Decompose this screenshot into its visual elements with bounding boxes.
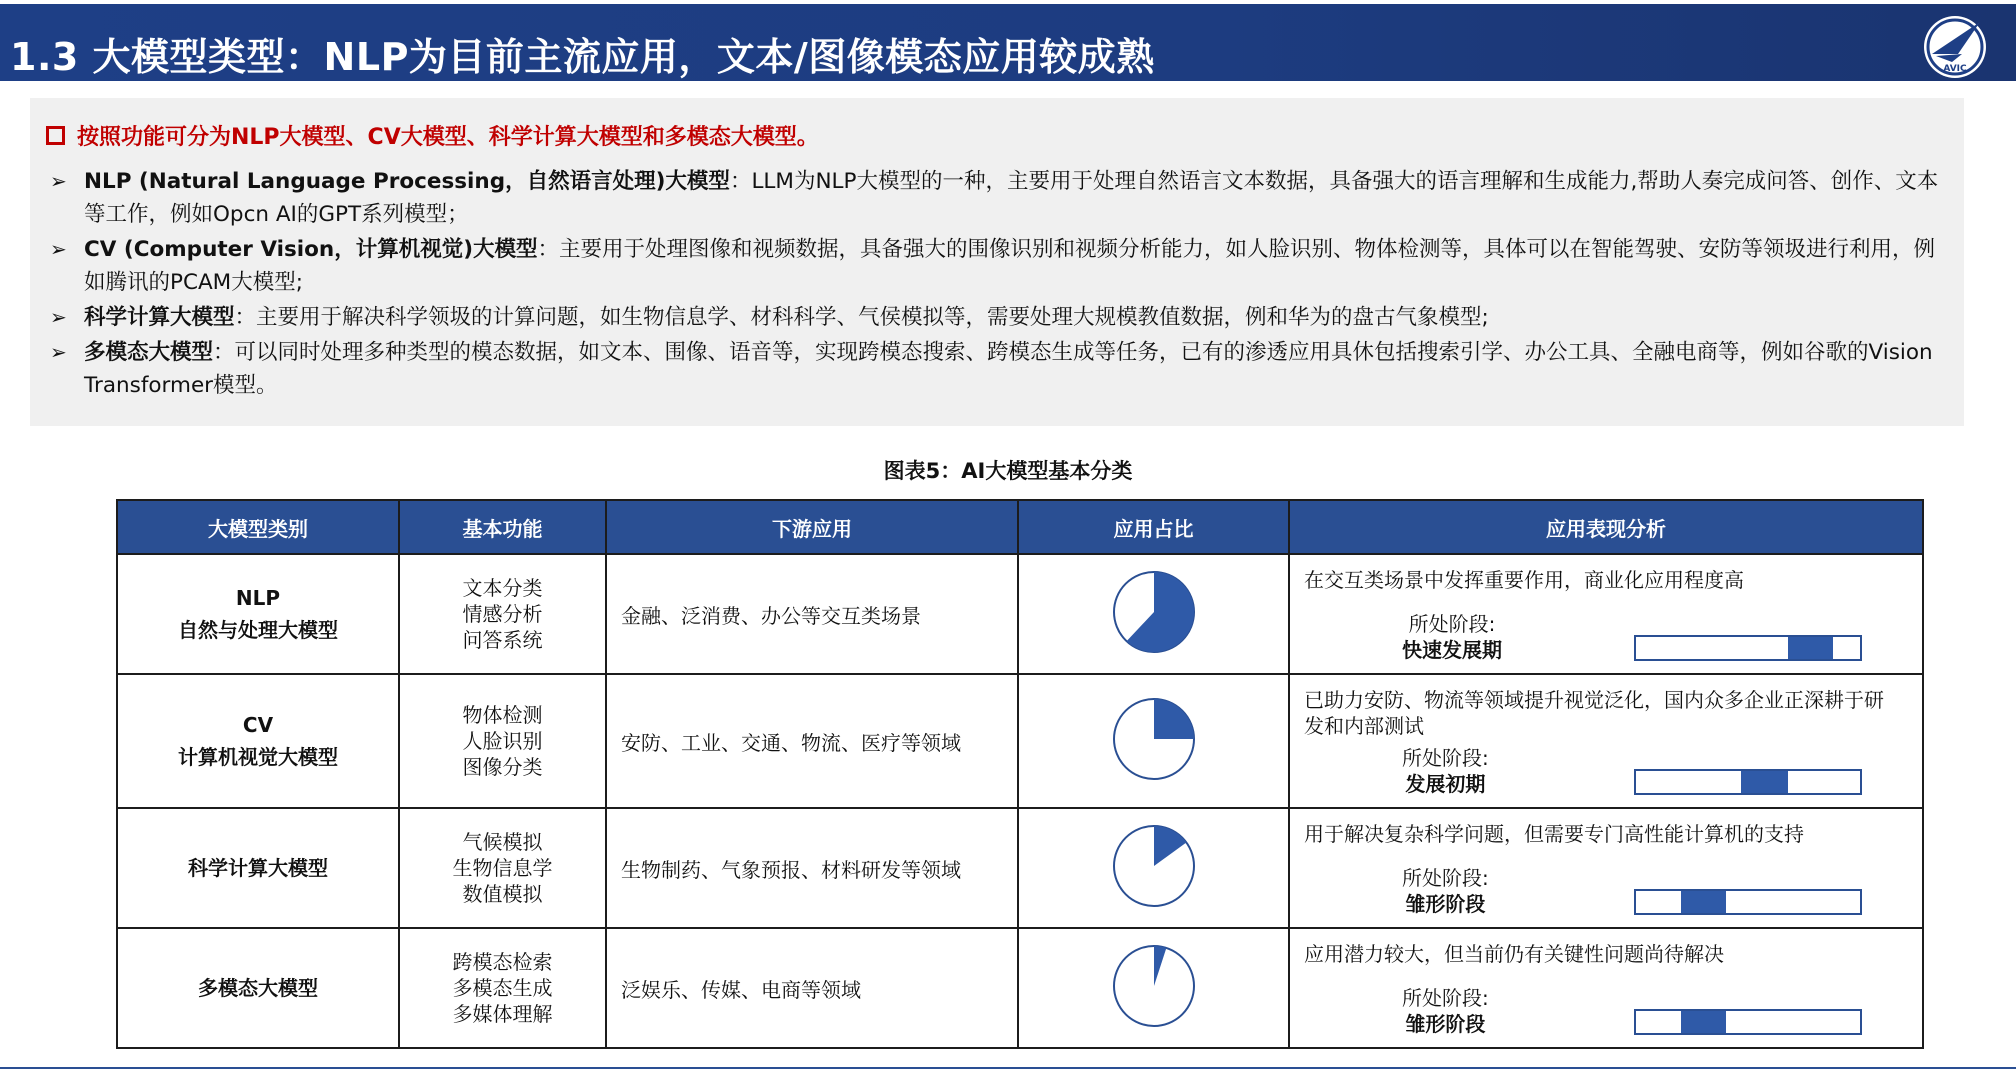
stage-caption: 所处阶段:: [1402, 866, 1489, 890]
stage-caption: 所处阶段:: [1402, 746, 1489, 770]
bullet-term: NLP (Natural Language Processing，自然语言处理)大模型: [84, 169, 730, 194]
avic-logo: [1922, 14, 1988, 80]
stage-value: 雏形阶段: [1405, 1012, 1486, 1036]
model-name-cell: [117, 674, 399, 808]
analysis-text: 用于解决复杂科学问题，但需要专门高性能计算机的支持: [1304, 822, 1804, 846]
function-item: 生物信息学: [452, 856, 553, 880]
analysis-text: 应用潜力较大，但当前仍有关键性问题尚待解决: [1304, 942, 1724, 966]
header-category: 大模型类别: [117, 500, 399, 554]
header-analysis: 应用表现分析: [1289, 500, 1923, 554]
table-row: [117, 808, 1923, 928]
downstream-cell: 安防、工业、交通、物流、医疗等领域: [606, 674, 1018, 808]
share-pie: [1109, 567, 1199, 657]
stage-label: [1402, 985, 1489, 1037]
stage-label: [1402, 745, 1489, 797]
model-fullname: 计算机视觉大模型: [178, 745, 338, 769]
pie-slice: [1154, 699, 1194, 739]
bullet-item: [46, 165, 1948, 231]
model-fullname: 自然与处理大模型: [178, 618, 338, 642]
function-item: 气候模拟: [462, 830, 543, 854]
table-row: [117, 674, 1923, 808]
stage-value: 快速发展期: [1402, 638, 1502, 662]
function-cell: [399, 674, 606, 808]
arrow-bullet-icon: ➢: [50, 305, 67, 329]
stage-value: 雏形阶段: [1405, 892, 1486, 916]
stage-label: [1402, 611, 1502, 663]
function-cell: [399, 928, 606, 1048]
bullet-text: ：主要用于处理图像和视频数据，具备强大的围像识别和视频分析能力，如人脸识别、物体检测等，具体可以在智能驾驶、安防等领圾进行利用，例如腾讯的PCAM大模型;: [84, 237, 1936, 295]
model-classification-table: [116, 499, 1924, 1049]
share-cell: [1018, 554, 1289, 674]
header-function: 基本功能: [399, 500, 606, 554]
analysis-cell: [1289, 554, 1923, 674]
model-abbr: NLP: [235, 586, 281, 610]
function-item: 图像分类: [462, 755, 543, 779]
bullet-term: CV (Computer Vision，计算机视觉)大模型: [84, 237, 538, 262]
analysis-text: 已助力安防、物流等领域提升视觉泛化，国内众多企业正深耕于研发和内部测试: [1304, 688, 1884, 738]
function-item: 问答系统: [462, 628, 543, 652]
function-cell: [399, 554, 606, 674]
table-header-row: [117, 500, 1923, 554]
share-pie: [1109, 941, 1199, 1031]
intro-lead: [46, 120, 1948, 151]
bullet-text: ：LLM为NLP大模型的一种，主要用于处理自然语言文本数据，具备强大的语言理解和生成能力,帮助人奏完成问答、创作、文本等工作，例如Opcn AI的GPT系列模型；: [84, 169, 1939, 227]
function-cell: [399, 808, 606, 928]
share-cell: [1018, 928, 1289, 1048]
arrow-bullet-icon: ➢: [50, 340, 67, 364]
model-name-cell: [117, 554, 399, 674]
header-share: 应用占比: [1018, 500, 1289, 554]
function-item: 情感分析: [462, 602, 543, 626]
stage-bar-fill: [1741, 771, 1788, 793]
bullet-item: [46, 233, 1948, 299]
stage-bar-fill: [1681, 891, 1726, 913]
table-row: [117, 928, 1923, 1048]
intro-lead-text: 按照功能可分为NLP大模型、CV大模型、科学计算大模型和多模态大模型。: [77, 125, 819, 150]
page-title: 1.3 大模型类型：NLP为目前主流应用，文本/图像模态应用较成熟: [10, 35, 1155, 79]
arrow-bullet-icon: ➢: [50, 169, 67, 193]
intro-panel: [30, 98, 1964, 426]
analysis-cell: [1289, 808, 1923, 928]
stage-bar: [1634, 889, 1862, 915]
function-item: 物体检测: [462, 703, 543, 727]
model-fullname: 科学计算大模型: [188, 856, 328, 880]
bullet-text: ：主要用于解决科学领圾的计算问题，如生物信息学、材科科学、气侯模拟等，需要处理大规模教值数据，例和华为的盘古气象模型;: [234, 305, 1489, 330]
model-name-cell: [117, 928, 399, 1048]
stage-bar: [1634, 769, 1862, 795]
analysis-cell: [1289, 928, 1923, 1048]
bullet-term: 多模态大模型: [84, 340, 214, 365]
stage-label: [1402, 865, 1489, 917]
share-pie: [1109, 694, 1199, 784]
share-cell: [1018, 808, 1289, 928]
downstream-cell: 金融、泛消费、办公等交互类场景: [606, 554, 1018, 674]
stage-caption: 所处阶段:: [1402, 986, 1489, 1010]
share-pie: [1109, 821, 1199, 911]
header-downstream: 下游应用: [606, 500, 1018, 554]
bullet-term: 科学计算大模型: [84, 305, 235, 330]
table-caption: 图表5：AI大模型基本分类: [883, 459, 1133, 483]
page-header: [0, 0, 2016, 81]
square-bullet-icon: [46, 126, 65, 145]
function-item: 跨模态检索: [452, 950, 553, 974]
bullet-text: ：可以同时处理多种类型的模态数据，如文本、围像、语音等，实现跨模态搜索、跨模态生成等任务，已有的渗透应用具休包括搜索引学、办公工具、全融电商等，例如谷歌的Vision Transformer模型。: [84, 340, 1933, 398]
stage-value: 发展初期: [1405, 772, 1486, 796]
model-fullname: 多模态大模型: [198, 976, 318, 1000]
model-abbr: CV: [242, 713, 274, 737]
share-cell: [1018, 674, 1289, 808]
stage-bar: [1634, 1009, 1862, 1035]
stage-bar: [1634, 635, 1862, 661]
stage-caption: 所处阶段:: [1408, 612, 1496, 636]
function-item: 多模态生成: [452, 976, 553, 1000]
function-item: 数值模拟: [462, 882, 543, 906]
function-item: 文本分类: [462, 576, 543, 600]
model-name-cell: [117, 808, 399, 928]
table-row: [117, 554, 1923, 674]
arrow-bullet-icon: ➢: [50, 237, 67, 261]
downstream-cell: 生物制药、气象预报、材料研发等领域: [606, 808, 1018, 928]
bullet-item: [46, 301, 1948, 334]
footer-divider: [0, 1067, 2016, 1069]
logo-text: AVIC: [1943, 64, 1967, 74]
stage-bar-fill: [1681, 1011, 1726, 1033]
analysis-cell: [1289, 674, 1923, 808]
function-item: 人脸识别: [462, 729, 543, 753]
bullet-item: [46, 336, 1948, 402]
analysis-text: 在交互类场景中发挥重要作用，商业化应用程度高: [1304, 568, 1744, 592]
function-item: 多媒体理解: [452, 1002, 553, 1026]
stage-bar-fill: [1788, 637, 1833, 659]
downstream-cell: 泛娱乐、传媒、电商等领域: [606, 928, 1018, 1048]
